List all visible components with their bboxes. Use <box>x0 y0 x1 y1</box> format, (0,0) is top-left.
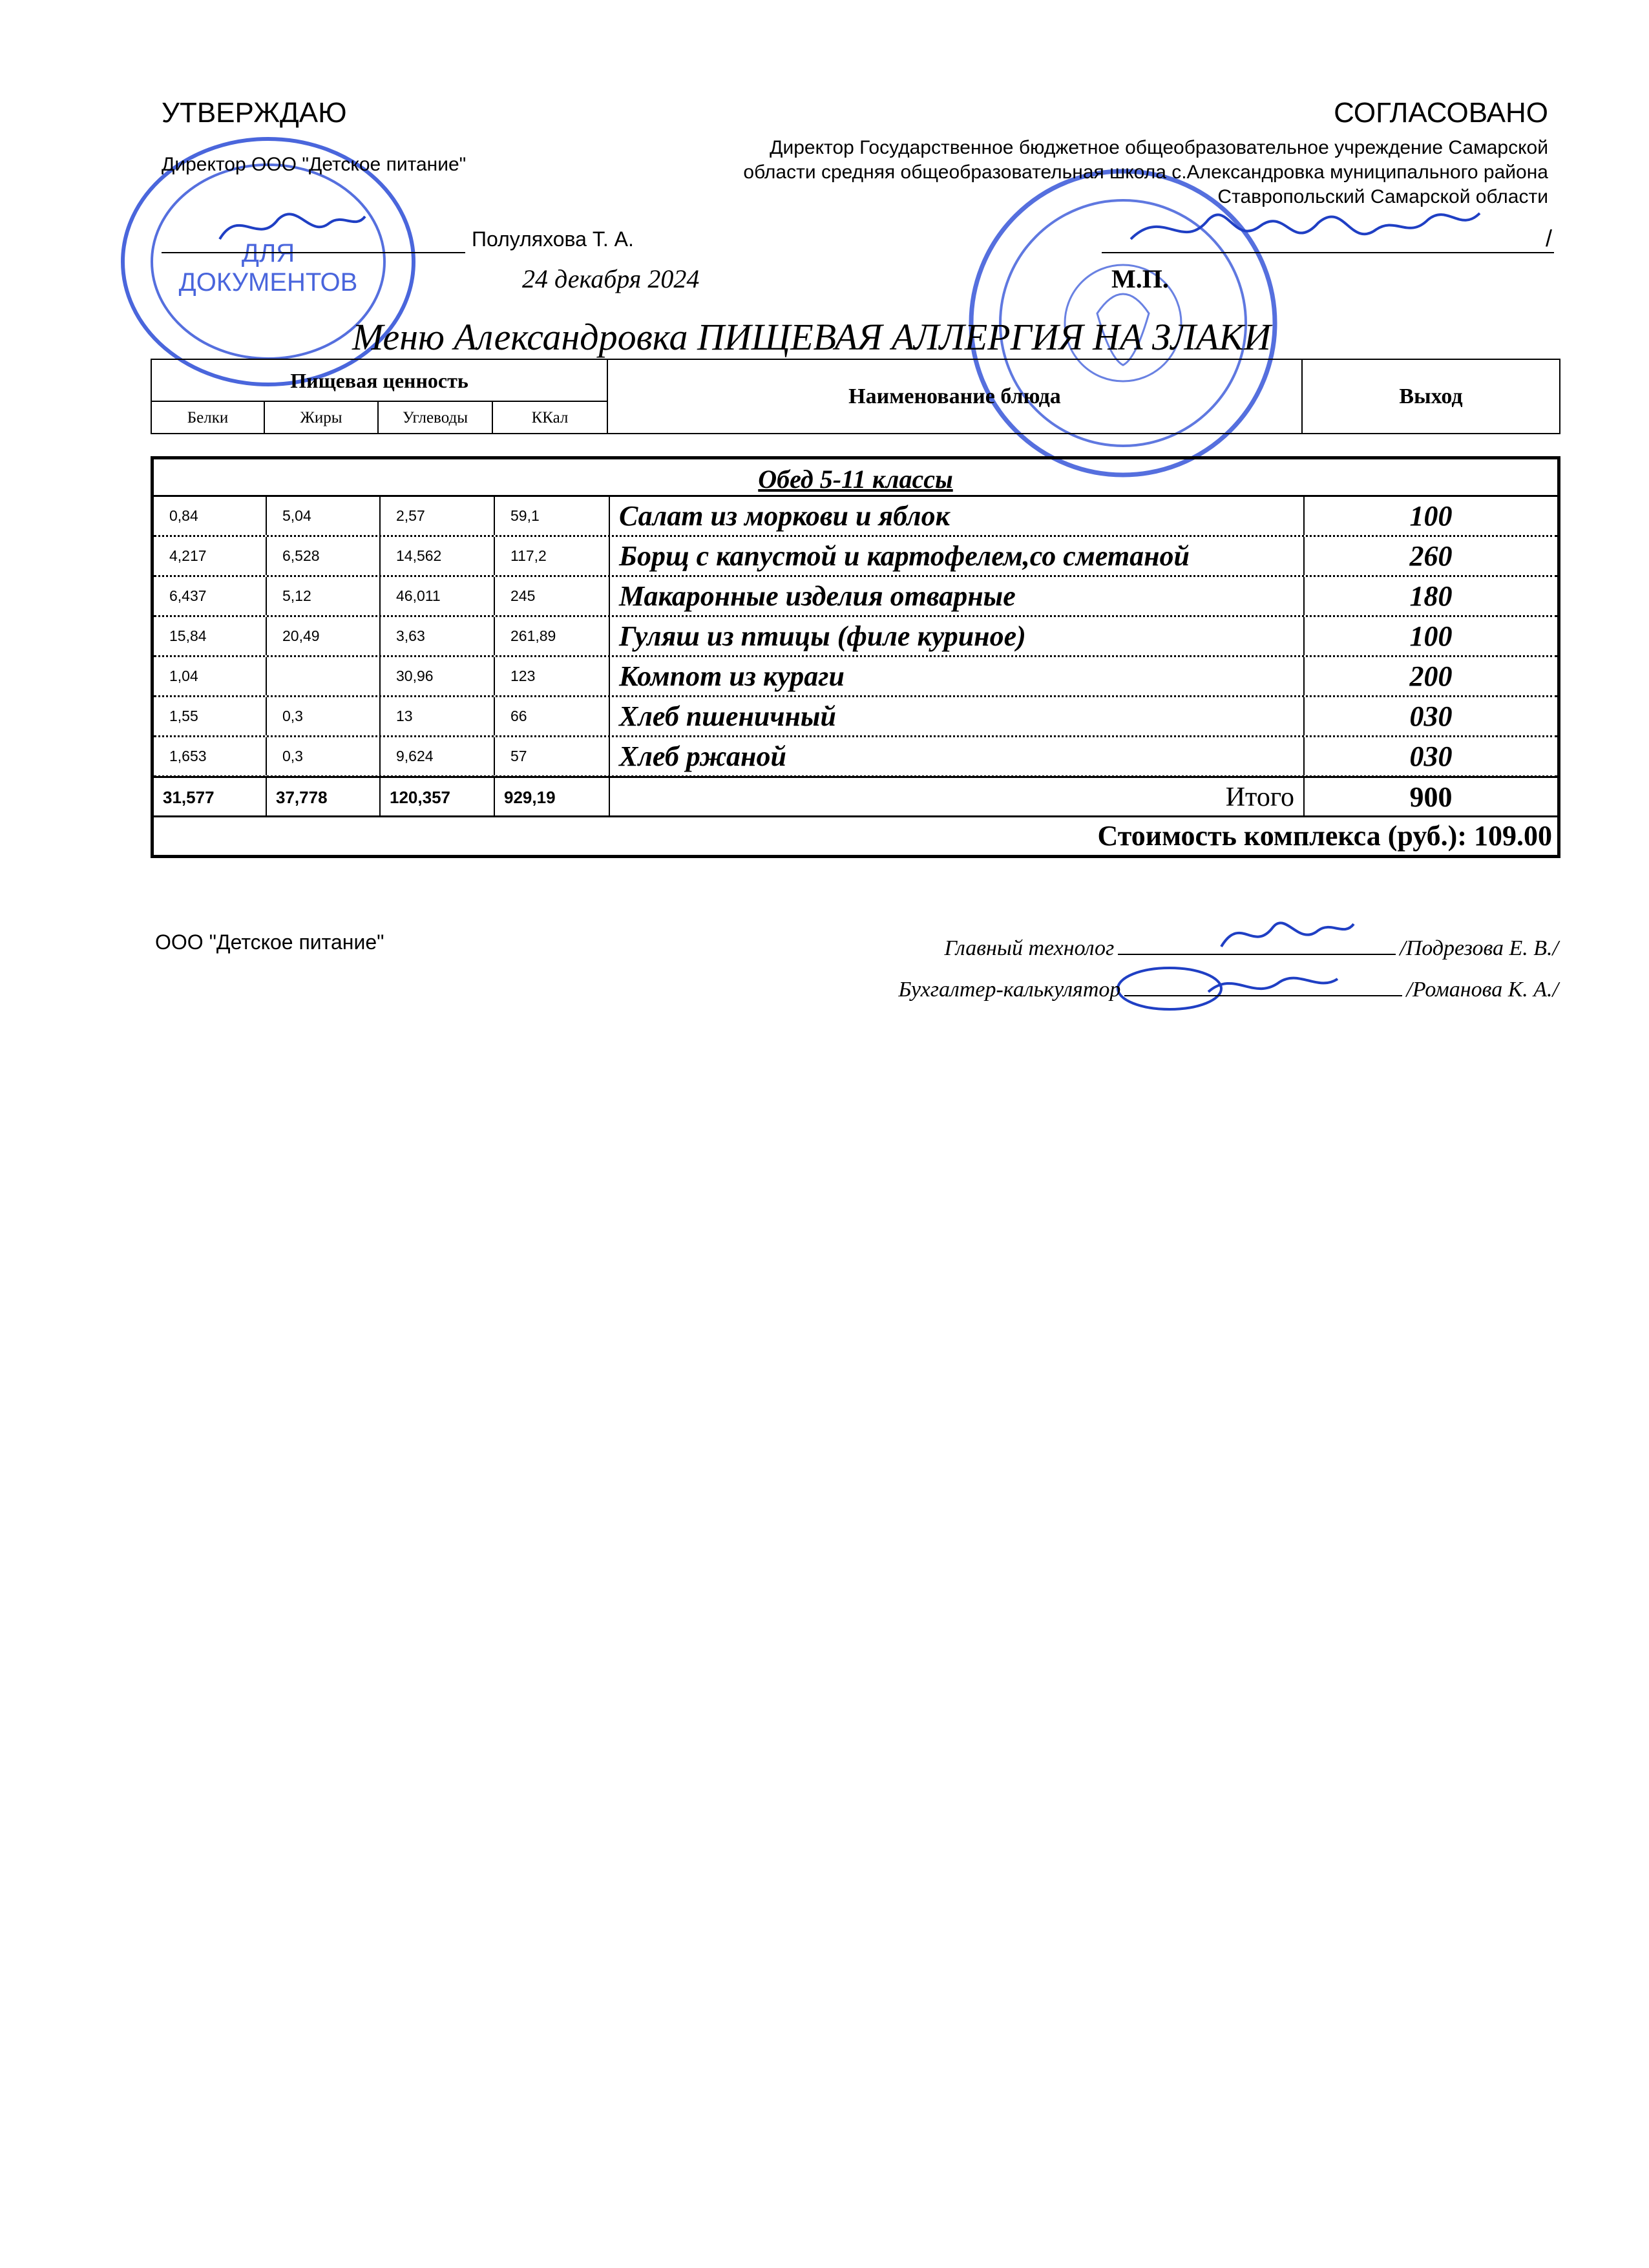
total-yield: 900 <box>1409 781 1453 813</box>
total-carbs: 120,357 <box>381 778 495 815</box>
kcal-cell: 245 <box>495 577 610 615</box>
proteins-cell: 4,217 <box>154 537 267 575</box>
accountant-signature-line <box>1124 977 1402 996</box>
carbs-cell: 3,63 <box>381 617 495 655</box>
complex-cost: Стоимость комплекса (руб.): 109.00 <box>1097 820 1552 852</box>
table-row <box>154 577 1557 617</box>
approve-signature-icon <box>213 194 368 258</box>
accountant-line <box>898 977 1559 1002</box>
total-kcal: 929,19 <box>495 778 610 815</box>
menu-table <box>151 456 1560 858</box>
total-proteins: 31,577 <box>154 778 267 815</box>
yield-cell: 100 <box>1409 500 1453 532</box>
header-kcal: ККал <box>493 402 608 434</box>
fats-cell: 0,3 <box>267 697 381 735</box>
fats-cell: 0,3 <box>267 737 381 775</box>
fats-cell: 6,528 <box>267 537 381 575</box>
dish-name-cell: Борщ с капустой и картофелем,со сметаной <box>610 537 1305 575</box>
yield-cell: 030 <box>1409 700 1453 732</box>
total-fats: 37,778 <box>267 778 381 815</box>
header-fats: Жиры <box>265 402 379 434</box>
table-row <box>154 737 1557 777</box>
technologist-signature-line <box>1118 936 1396 955</box>
technologist-name: /Подрезова Е. В./ <box>1400 936 1559 960</box>
proteins-cell: 6,437 <box>154 577 267 615</box>
dish-name-cell: Компот из кураги <box>610 657 1305 695</box>
kcal-cell: 117,2 <box>495 537 610 575</box>
header-dish-name: Наименование блюда <box>608 360 1303 433</box>
yield-cell: 180 <box>1409 580 1453 612</box>
table-row <box>154 497 1557 537</box>
technologist-role: Главный технолог <box>944 936 1115 960</box>
proteins-cell: 1,55 <box>154 697 267 735</box>
header-proteins: Белки <box>152 402 265 434</box>
total-row <box>154 776 1557 817</box>
agree-slash: / <box>1546 225 1553 251</box>
dish-name-cell: Хлеб пшеничный <box>610 697 1305 735</box>
dish-name-cell: Салат из моркови и яблок <box>610 497 1305 535</box>
total-label: Итого <box>610 778 1305 815</box>
agree-role: Директор Государственное бюджетное общеобразовательное учреждение Самарской области средняя общеобразовательная школа с.Александровка муниципального района Ставропольский Самарской области <box>743 137 1548 207</box>
table-row <box>154 537 1557 577</box>
header-nutrition: Пищевая ценность <box>152 360 608 402</box>
approve-date: 24 декабря 2024 <box>522 264 700 293</box>
svg-text:ДЛЯ: ДЛЯ <box>241 239 295 268</box>
dish-name-cell: Макаронные изделия отварные <box>610 577 1305 615</box>
proteins-cell: 1,04 <box>154 657 267 695</box>
yield-cell: 030 <box>1409 740 1453 772</box>
kcal-cell: 261,89 <box>495 617 610 655</box>
carbs-cell: 14,562 <box>381 537 495 575</box>
yield-cell: 100 <box>1409 620 1453 652</box>
approve-role: Директор ООО "Детское питание" <box>162 154 467 175</box>
agree-mp: М.П. <box>1111 264 1169 293</box>
carbs-cell: 9,624 <box>381 737 495 775</box>
section-title: Обед 5-11 классы <box>154 459 1557 497</box>
svg-text:ДОКУМЕНТОВ: ДОКУМЕНТОВ <box>178 268 358 297</box>
footer-org: ООО "Детское питание" <box>155 930 384 954</box>
column-header-table <box>151 359 1560 434</box>
agree-signature-line <box>1102 251 1554 253</box>
yield-cell: 200 <box>1409 660 1453 692</box>
proteins-cell: 0,84 <box>154 497 267 535</box>
table-row <box>154 697 1557 737</box>
fats-cell: 5,12 <box>267 577 381 615</box>
carbs-cell: 46,011 <box>381 577 495 615</box>
technologist-line <box>945 936 1559 961</box>
fats-cell <box>267 657 381 695</box>
header-carbs: Углеводы <box>379 402 493 434</box>
carbs-cell: 2,57 <box>381 497 495 535</box>
kcal-cell: 66 <box>495 697 610 735</box>
dish-name-cell: Хлеб ржаной <box>610 737 1305 775</box>
fats-cell: 20,49 <box>267 617 381 655</box>
proteins-cell: 1,653 <box>154 737 267 775</box>
carbs-cell: 30,96 <box>381 657 495 695</box>
yield-cell: 260 <box>1409 540 1453 572</box>
carbs-cell: 13 <box>381 697 495 735</box>
agree-title: СОГЛАСОВАНО <box>1334 97 1548 129</box>
kcal-cell: 59,1 <box>495 497 610 535</box>
menu-title: Меню Александровка ПИЩЕВАЯ АЛЛЕРГИЯ НА ЗЛАКИ <box>352 316 1271 358</box>
kcal-cell: 123 <box>495 657 610 695</box>
fats-cell: 5,04 <box>267 497 381 535</box>
accountant-role: Бухгалтер-калькулятор <box>898 978 1121 1002</box>
table-row <box>154 657 1557 697</box>
dish-name-cell: Гуляш из птицы (филе куриное) <box>610 617 1305 655</box>
accountant-name: /Романова К. А./ <box>1406 978 1559 1002</box>
header-yield: Выход <box>1399 384 1463 408</box>
approve-signature-line <box>162 251 465 253</box>
approve-name: Полуляхова Т. А. <box>472 227 634 251</box>
kcal-cell: 57 <box>495 737 610 775</box>
approve-title: УТВЕРЖДАЮ <box>162 97 347 129</box>
proteins-cell: 15,84 <box>154 617 267 655</box>
table-row <box>154 617 1557 657</box>
